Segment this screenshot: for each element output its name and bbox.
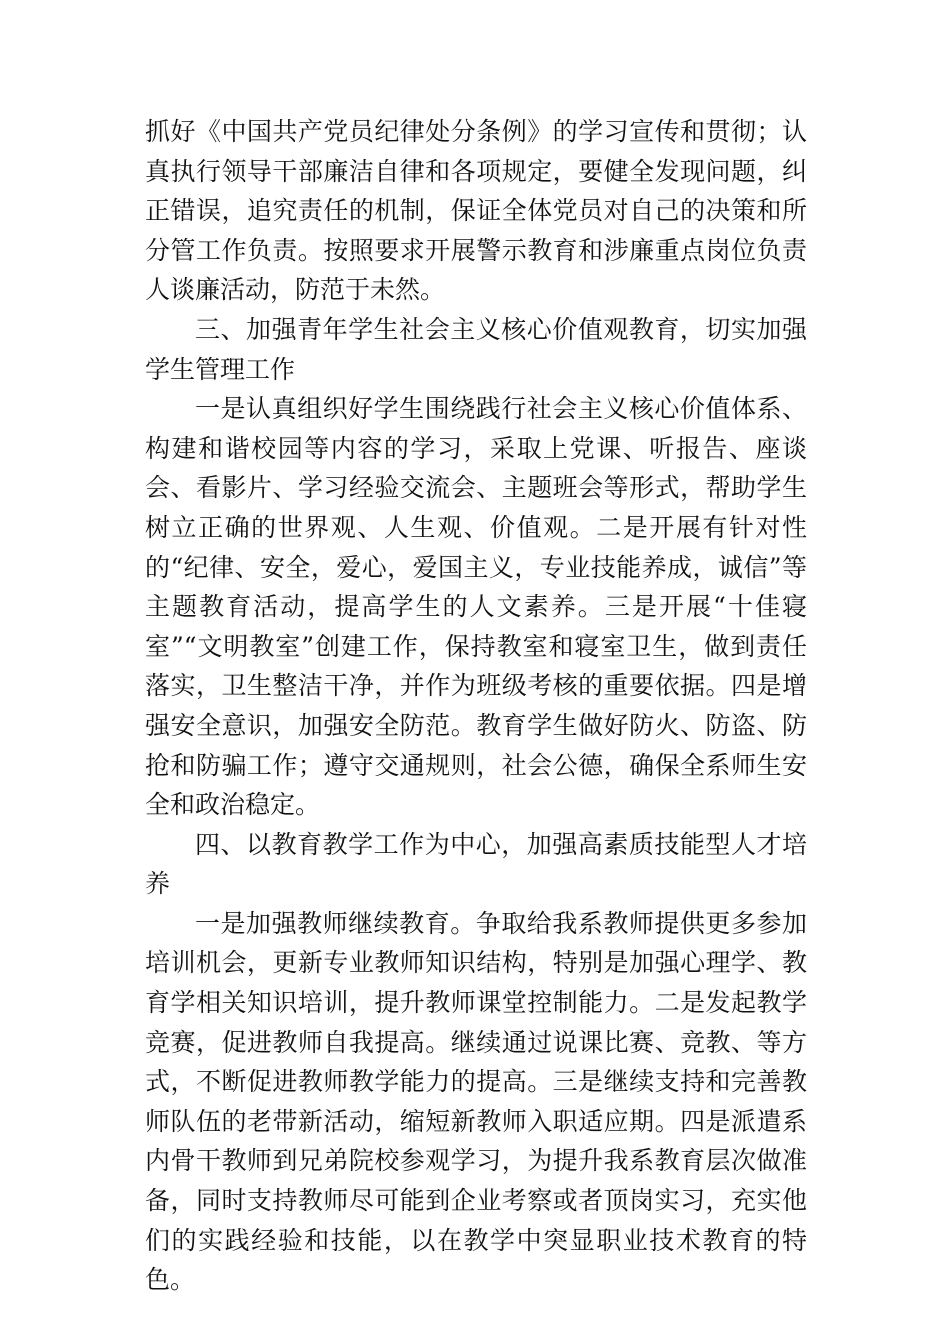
document-body <box>145 112 807 1300</box>
paragraph-teacher-development: 一是加强教师继续教育。争取给我系教师提供更多参加培训机会，更新专业教师知识结构，特别是加强心理学、教育学相关知识培训，提升教师课堂控制能力。二是发起教学竞赛，促进教师自我提高。继续通过说课比赛、竞教、等方式，不断促进教师教学能力的提高。三是继续支持和完善教师队伍的老带新活动，缩短新教师入职适应期。四是派遣系内骨干教师到兄弟院校参观学习，为提升我系教育层次做准备，同时支持教师尽可能到企业考察或者顶岗实习，充实他们的实践经验和技能，以在教学中突显职业技术教育的特色。 <box>145 908 807 1295</box>
paragraph-student-management: 一是认真组织好学生围绕践行社会主义核心价值体系、构建和谐校园等内容的学习，采取上党课、听报告、座谈会、看影片、学习经验交流会、主题班会等形式，帮助学生树立正确的世界观、人生观、价值观。二是开展有针对性的“纪律、安全，爱心，爱国主义，专业技能养成，诚信”等主题教育活动，提高学生的人文素养。三是开展“十佳寝室”“文明教室”创建工作，保持教室和寝室卫生，做到责任落实，卫生整洁干净，并作为班级考核的重要依据。四是增强安全意识，加强安全防范。教育学生做好防火、防盗、防抢和防骗工作；遵守交通规则，社会公德，确保全系师生安全和政治稳定。 <box>145 394 807 820</box>
section-heading-3: 三、加强青年学生社会主义核心价值观教育，切实加强学生管理工作 <box>145 314 807 384</box>
section-heading-4: 四、以教育教学工作为中心，加强高素质技能型人才培养 <box>145 829 807 899</box>
paragraph-continuation: 抓好《中国共产党员纪律处分条例》的学习宣传和贯彻；认真执行领导干部廉洁自律和各项规定，要健全发现问题，纠正错误，追究责任的机制，保证全体党员对自己的决策和所分管工作负责。按照要求开展警示教育和涉廉重点岗位负责人谈廉活动，防范于未然。 <box>145 117 807 305</box>
